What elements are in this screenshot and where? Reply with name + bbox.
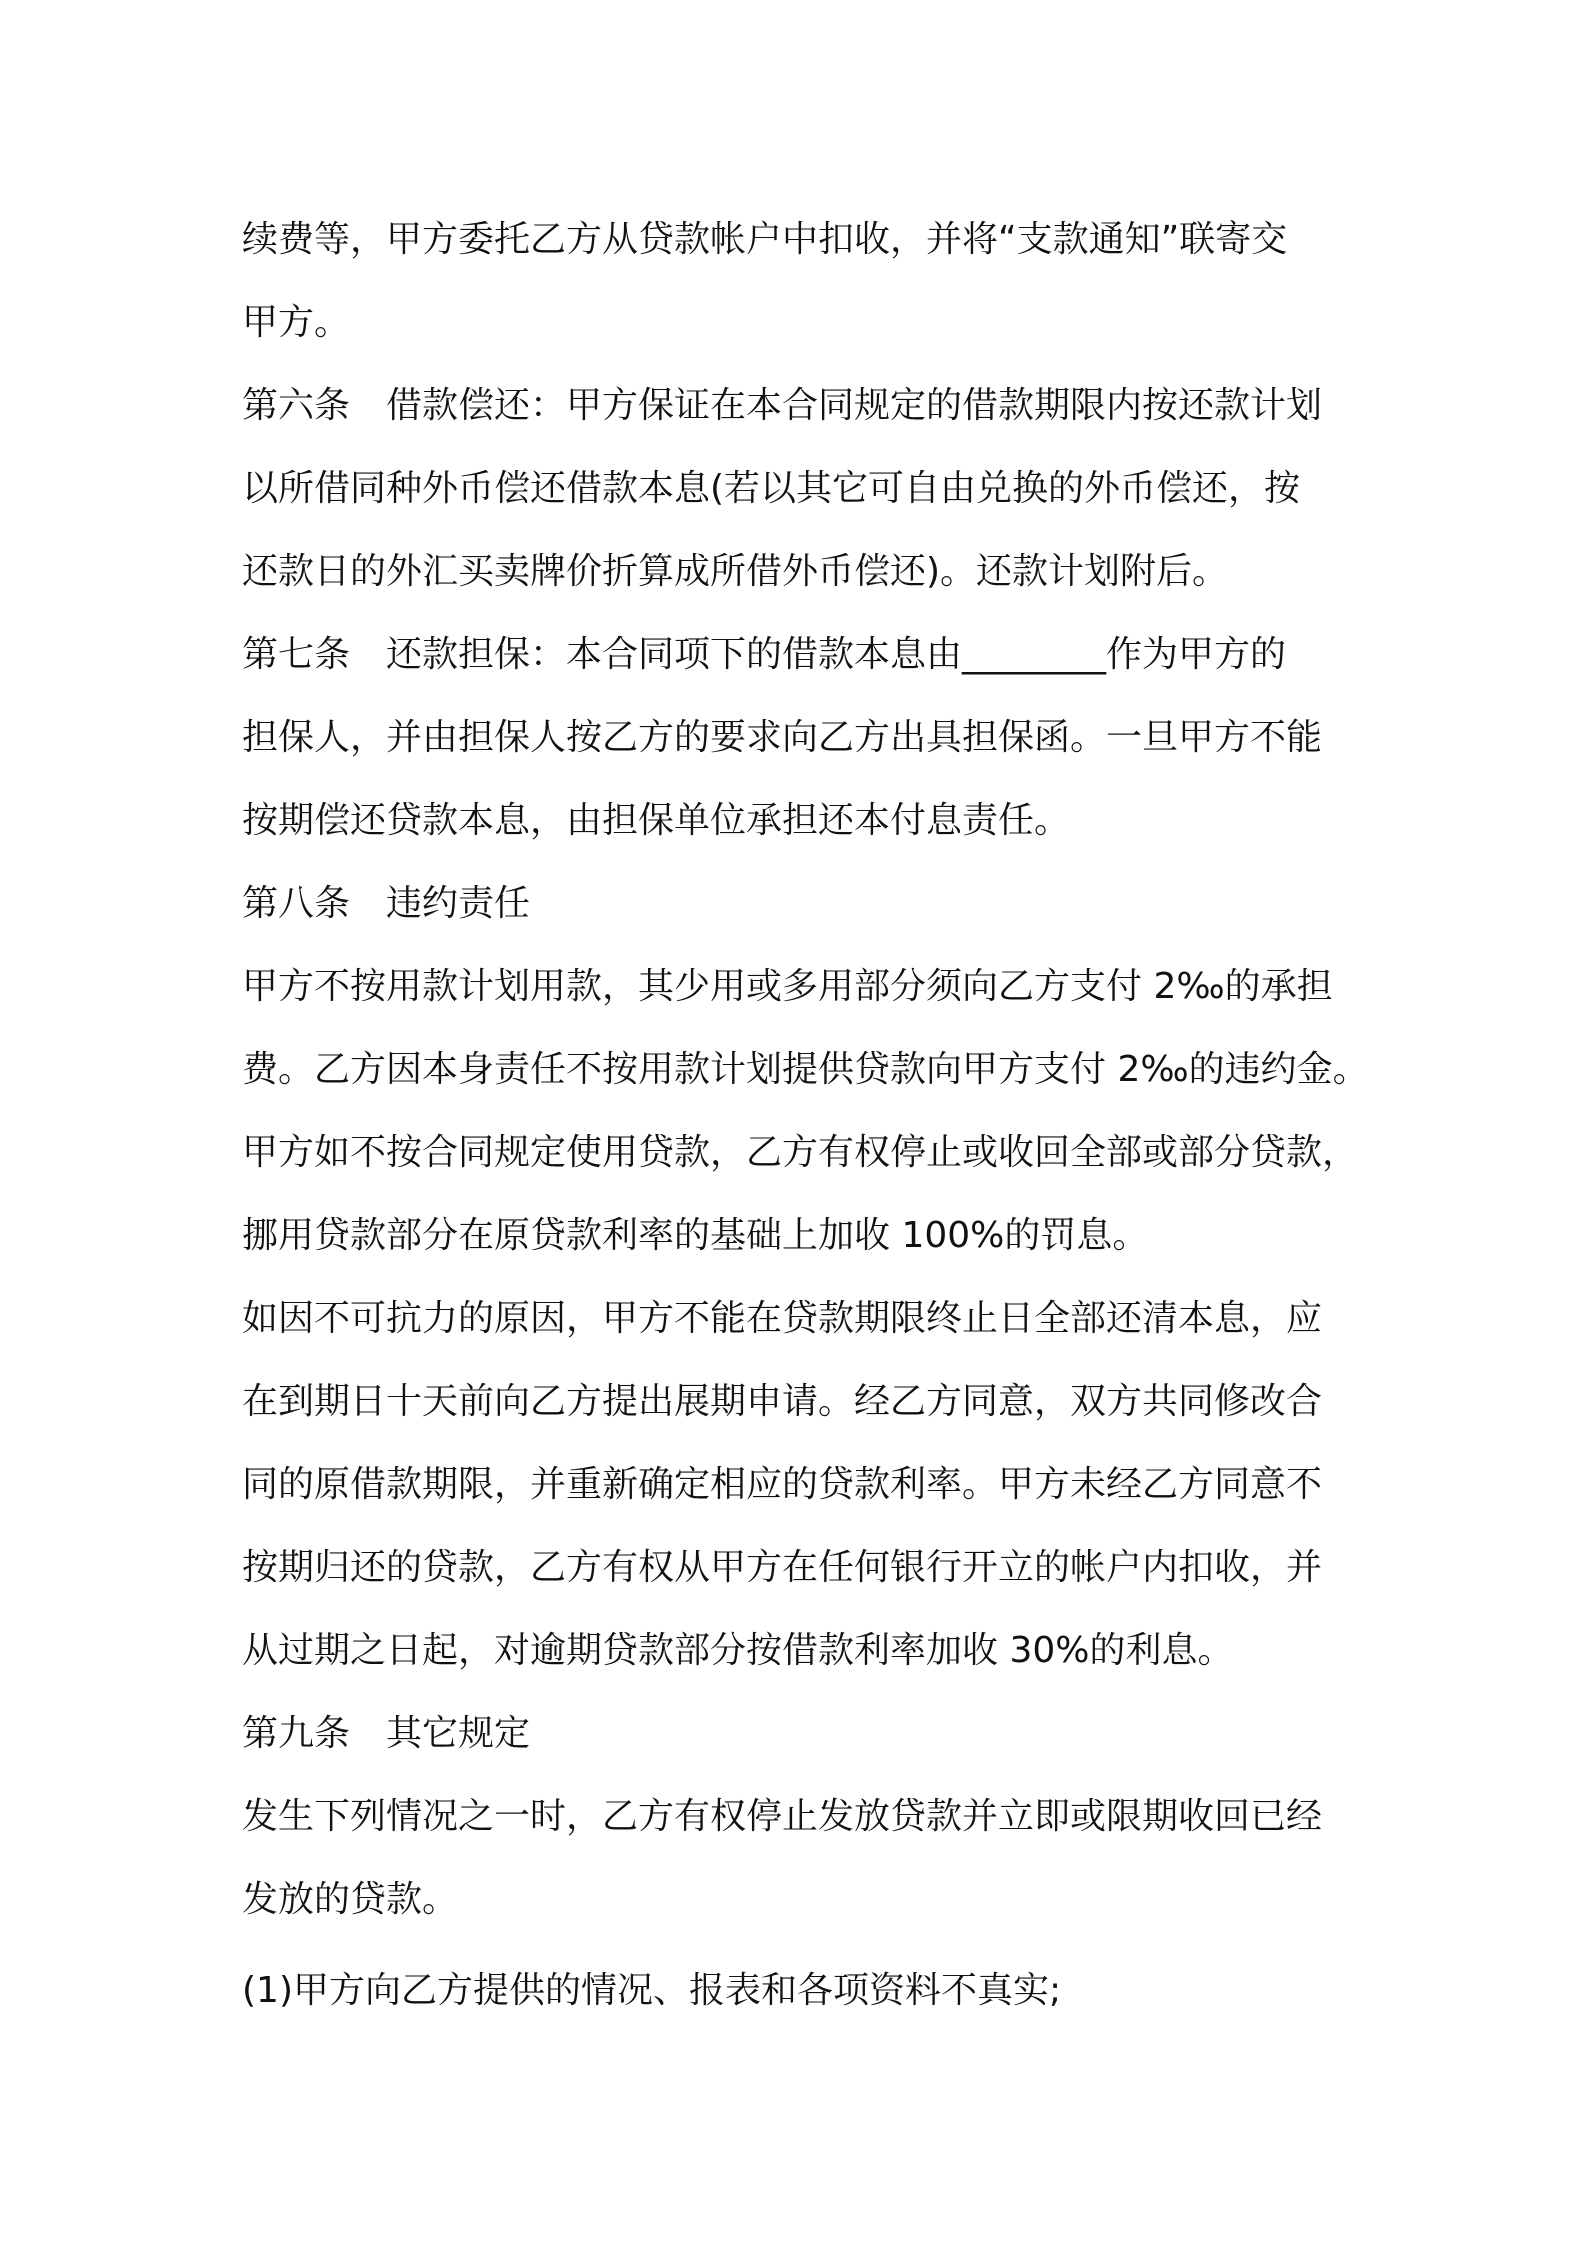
text-line: 在到期日十天前向乙方提出展期申请。经乙方同意，双方共同修改合 <box>242 1381 1323 1422</box>
text-line: 发生下列情况之一时，乙方有权停止发放贷款并立即或限期收回已经 <box>242 1796 1323 1837</box>
text-line: 如因不可抗力的原因，甲方不能在贷款期限终止日全部还清本息，应 <box>242 1298 1323 1339</box>
text-line: 还款日的外汇买卖牌价折算成所借外币偿还)。还款计划附后。 <box>242 551 1229 592</box>
text-line: 费。乙方因本身责任不按用款计划提供贷款向甲方支付 2‰的违约金。 <box>242 1049 1369 1090</box>
article-6-heading: 第六条 借款偿还：甲方保证在本合同规定的借款期限内按还款计划 <box>242 385 1323 426</box>
text-line: 续费等，甲方委托乙方从贷款帐户中扣收，并将“支款通知”联寄交 <box>242 219 1288 260</box>
document-body <box>242 198 1382 2032</box>
text-line: 担保人，并由担保人按乙方的要求向乙方出具担保函。一旦甲方不能 <box>242 717 1323 758</box>
text-line: 甲方不按用款计划用款，其少用或多用部分须向乙方支付 2‰的承担 <box>242 966 1333 1007</box>
text-line: 甲方如不按合同规定使用贷款，乙方有权停止或收回全部或部分贷款， <box>242 1132 1359 1173</box>
text-line: 以所借同种外币偿还借款本息(若以其它可自由兑换的外币偿还，按 <box>242 468 1301 509</box>
text-line: 同的原借款期限，并重新确定相应的贷款利率。甲方未经乙方同意不 <box>242 1464 1323 1505</box>
text-line: 按期偿还贷款本息，由担保单位承担还本付息责任。 <box>242 800 1071 841</box>
text-line: 从过期之日起，对逾期贷款部分按借款利率加收 30%的利息。 <box>242 1630 1234 1671</box>
list-item: (1)甲方向乙方提供的情况、报表和各项资料不真实; <box>242 1970 1062 2011</box>
article-7-heading: 第七条 还款担保：本合同项下的借款本息由________作为甲方的 <box>242 634 1287 675</box>
text-line: 甲方。 <box>242 302 351 343</box>
text-line: 挪用贷款部分在原贷款利率的基础上加收 100%的罚息。 <box>242 1215 1149 1256</box>
text-line: 发放的贷款。 <box>242 1879 459 1920</box>
text-line: 按期归还的贷款，乙方有权从甲方在任何银行开立的帐户内扣收，并 <box>242 1547 1323 1588</box>
article-8-heading: 第八条 违约责任 <box>242 883 531 924</box>
article-9-heading: 第九条 其它规定 <box>242 1713 531 1754</box>
